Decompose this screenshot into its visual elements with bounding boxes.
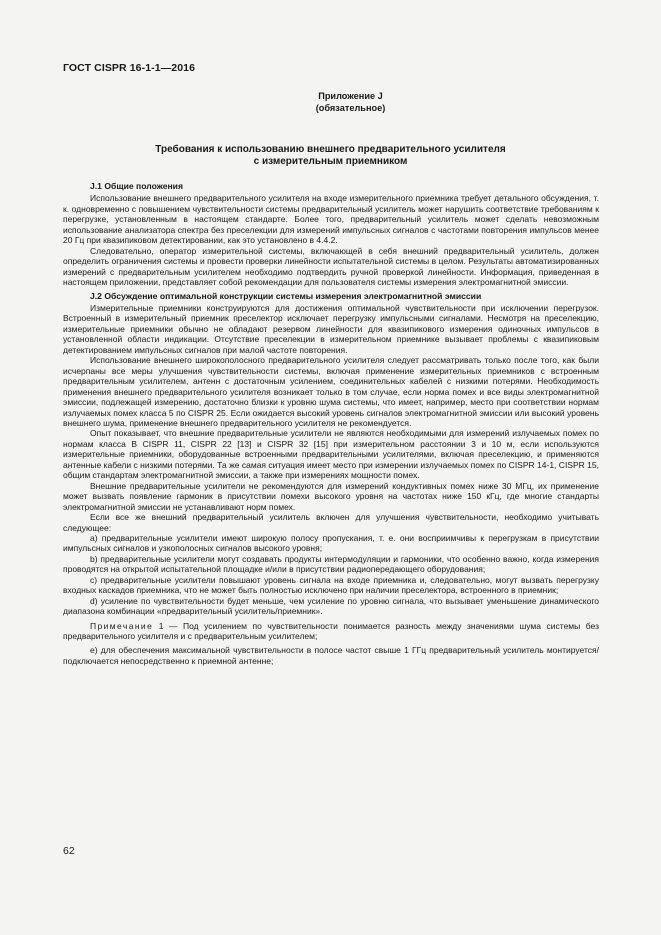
note-text: 1 — Под усилением по чувствительности понимается разность между значениями шума системы без предварительного усилителя и с предварительным усилителем; — [63, 620, 599, 642]
annex-heading — [0, 91, 661, 114]
annex-main-title — [0, 144, 661, 168]
paragraph: Измерительные приемники конструируются для достижения оптимальной чувствительности при исключении перегрузок. Встроенный в измерительный приемник преселектор исключает перегрузку импульсными сигналами. Несмотря на преселекцию, измерительные приемники обычно не обладают резервом линейности для квазипикового измерения одиночных импульсов в установленной области индикации. Отсутствие преселекции в измерительном приемнике вызывает проблемы с квазипиковым детектированием импульсных сигналов при малой частоте повторения. — [63, 302, 599, 355]
note-label: Примечание — [90, 620, 154, 631]
paragraph: Внешние предварительные усилители не рекомендуются для измерений кондуктивных помех ниже 30 МГц, их применение может вызвать появление гармоник в присутствии помехи высокого уровня на частотах ниже 150 кГц, где многие стандарты электромагнитной эмиссии не устанавливают норм помех. — [63, 480, 599, 512]
title-line-1: Требования к использованию внешнего предварительного усилителя — [155, 144, 506, 155]
paragraph: Использование внешнего предварительного усилителя на входе измерительного приемника требует детального обсуждения, т. к. одновременно с повышением чувствительности системы предварительный усилитель может нарушить соответствие требованиям к перегрузке, установленным в настоящем стандарте. Более того, предварительный усилитель может сделать невозможным использование анализатора спектра без преселекции для измерений импульсных сигналов с частотами повторения импульсов менее 20 Гц при квазипиковом детектировании, как это установлено в 4.4.2. — [63, 193, 599, 246]
annex-title: Приложение J — [318, 91, 383, 101]
note — [63, 621, 599, 642]
section-heading-j1: J.1 Общие положения — [90, 181, 183, 191]
paragraph: Если все же внешний предварительный усилитель включен для улучшения чувствительности, необходимо учитывать следующее: — [63, 512, 599, 533]
list-item-b: b) предварительные усилители могут создавать продукты интермодуляции и гармоники, что особенно важно, когда измерения проводятся на открытой испытательной площадке и/или в присутствии радиопередающего оборудования; — [63, 553, 599, 575]
list-item-e: е) для обеспечения максимальной чувствительности в полосе частот свыше 1 ГГц предварительный усилитель монтируется/подключается непосредственно к приемной антенне; — [63, 645, 599, 666]
list-item-a: а) предварительные усилители имеют широкую полосу пропускания, т. е. они восприимчивы к перегрузкам в присутствии импульсных сигналов и узкополосных сигналов высокого уровня; — [63, 532, 599, 554]
paragraph: Следовательно, оператор измерительной системы, включающей в себя внешний предварительный усилитель, должен определить ограничения системы и провести проверки линейности испытательной системы в целом. Результаты автоматизированных измерений с предварительным усилителем необходимо подтвердить ручной проверкой линейности. Информация, приведенная в настоящем приложении, представляет собой рекомендации для пользователя системы измерения электромагнитной эмиссии. — [63, 245, 599, 288]
page-number: 62 — [63, 845, 75, 857]
document-body — [63, 181, 599, 666]
paragraph: Опыт показывает, что внешние предварительные усилители не являются необходимыми для измерений излучаемых помех по нормам класса В CISPR 11, CISPR 22 [13] и CISPR 32 [15] при измерительном расстоянии 3 и 10 м, если используются измерительные приемники, оборудованные встроенными предварительными усилителями, включая преселекцию, и применяются антенные кабели с низкими потерями. Та же самая ситуация имеет место при измерении излучаемых помех по CISPR 14-1, CISPR 15, общим стандартам электромагнитной эмиссии, а также при измерениях мощности помех. — [63, 428, 599, 481]
standard-code: ГОСТ CISPR 16-1-1—2016 — [63, 62, 196, 74]
list-item-d: d) усиление по чувствительности будет меньше, чем усиление по уровню сигнала, что вызывает уменьшение динамического диапазона комбинации «предварительный усилитель/приемник». — [63, 595, 599, 617]
annex-status: (обязательное) — [315, 102, 386, 113]
paragraph: Использование внешнего широкополосного предварительного усилителя следует рассматривать только после того, как были исчерпаны все меры улучшения чувствительности системы, включая применение измерительных приемников с встроенным предварительным усилителем, антенн с достаточным усилением, соединительных кабелей с низкими потерями. Необходимость применения внешнего предварительного усилителя возникает только в том случае, если норма помех и все виды электромагнитной эмиссии, подлежащей измерению, достаточно близки к уровню шума системы, что имеет, например, место при соответствии нормам излучаемых помех класса 5 по CISPR 25. Если ожидается высокий уровень сигналов электромагнитной эмиссии или высокий уровень внешнего шума, применение внешнего предварительного усилителя не рекомендуется. — [63, 355, 599, 428]
section-heading-j2: J.2 Обсуждение оптимальной конструкции системы измерения электромагнитной эмиссии — [90, 290, 482, 301]
list-item-c: с) предварительные усилители повышают уровень сигнала на входе приемника и, следовательно, могут вызвать перегрузку входных каскадов приемника, что не может быть полностью исключено при наличии преселектора, встроенного в приемник; — [63, 574, 599, 596]
title-line-2: с измерительным приемником — [253, 156, 408, 167]
